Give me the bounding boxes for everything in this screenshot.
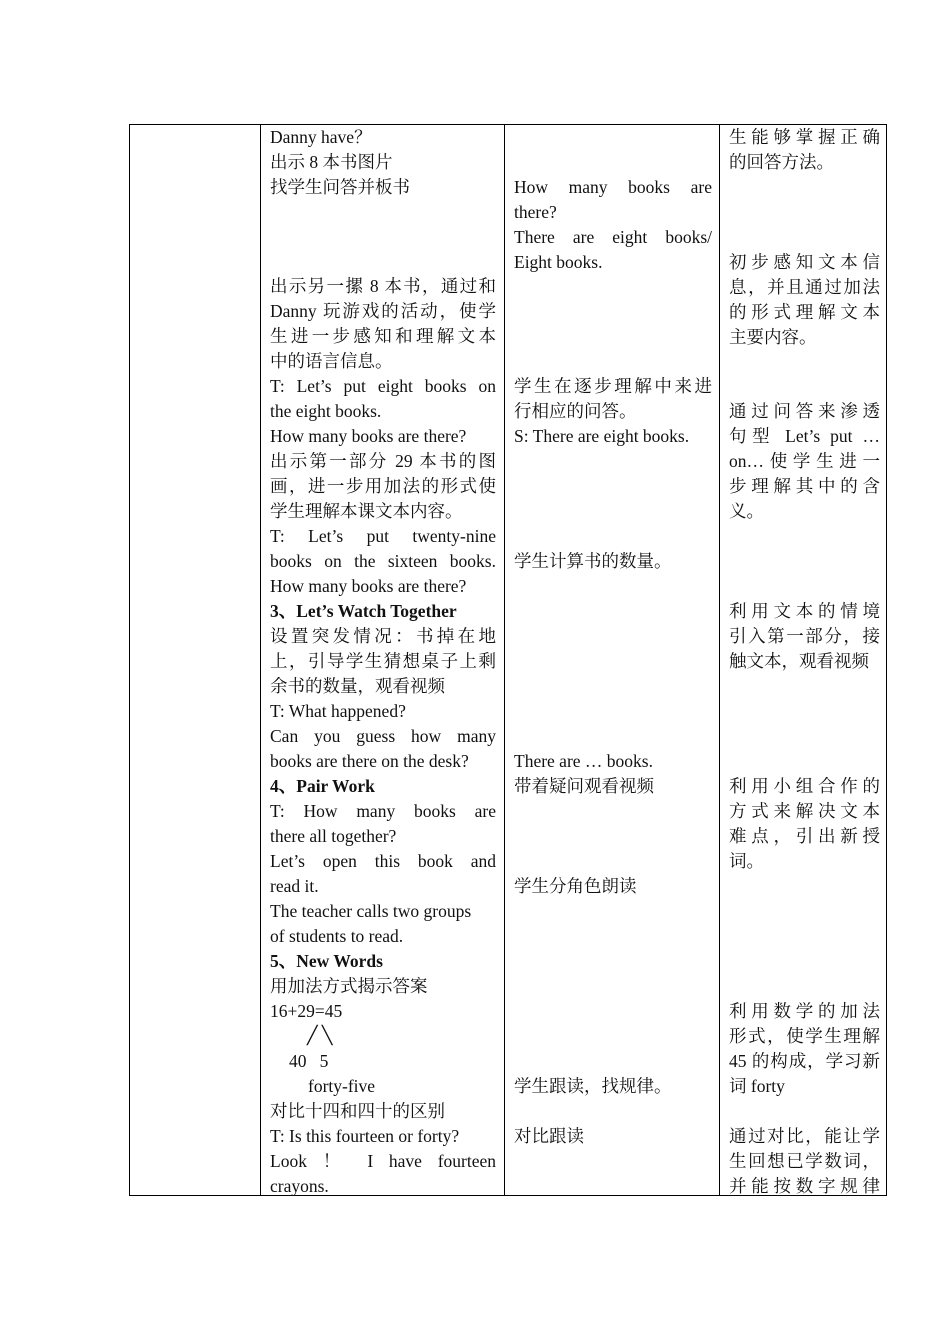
- student-line: Eight books.: [514, 252, 603, 272]
- stage-column: [130, 125, 260, 1195]
- purpose-line: 的形式理解文本: [729, 302, 880, 322]
- process-line: 用加法方式揭示答案: [270, 976, 428, 996]
- purpose-line: 息，并且通过加法: [729, 277, 880, 297]
- teaching-process-column: [260, 125, 504, 1195]
- student-line: 学生分角色朗读: [514, 876, 637, 896]
- process-line: T: Is this fourteen or forty?: [270, 1126, 460, 1146]
- student-line: How many books are: [514, 177, 712, 197]
- student-activity-column: [504, 125, 719, 1195]
- process-line: Can you guess how many: [270, 726, 496, 746]
- purpose-line: 45 的构成，学习新: [729, 1051, 880, 1071]
- equation: 16+29=45: [270, 1001, 343, 1021]
- section-heading: 3、Let’s Watch Together: [270, 601, 457, 621]
- process-line: there all together?: [270, 826, 397, 846]
- design-purpose-column: [719, 125, 887, 1195]
- purpose-line: 利用文本的情境: [729, 601, 880, 621]
- purpose-line: 的回答方法。: [729, 152, 834, 172]
- process-line: of students to read.: [270, 926, 404, 946]
- student-line: 带着疑问观看视频: [514, 776, 654, 796]
- process-line: T: Let’s put twenty-nine: [270, 526, 496, 546]
- student-line: 学生计算书的数量。: [514, 551, 672, 571]
- purpose-line: 主要内容。: [729, 327, 817, 347]
- lesson-plan-table: [129, 124, 887, 1196]
- section-heading: 5、New Words: [270, 951, 383, 971]
- student-line: There are … books.: [514, 751, 653, 771]
- process-line: Danny have？: [270, 127, 372, 147]
- number-word: forty-five: [308, 1076, 376, 1096]
- process-line: books on the sixteen books.: [270, 551, 496, 571]
- purpose-line: 词。: [729, 851, 764, 871]
- purpose-line: 生能够掌握正确: [729, 127, 880, 147]
- process-line: read it.: [270, 876, 319, 896]
- process-line: 学生理解本课文本内容。: [270, 501, 463, 521]
- purpose-line: 词 forty: [729, 1076, 785, 1096]
- student-line: 对比跟读: [514, 1126, 584, 1146]
- purpose-line: 引入第一部分，接: [729, 626, 880, 646]
- student-line: 行相应的问答。: [514, 401, 637, 421]
- process-line: 画，进一步用加法的形式使: [270, 476, 496, 496]
- process-line: T: What happened?: [270, 701, 406, 721]
- student-line: S: There are eight books.: [514, 426, 690, 446]
- student-line: 学生在逐步理解中来进: [514, 376, 712, 396]
- decomposition-parts: 40 5: [289, 1051, 329, 1071]
- process-line: 中的语言信息。: [270, 351, 393, 371]
- purpose-line: 并能按数字规律: [729, 1176, 880, 1196]
- purpose-line: on…使学生进一: [729, 451, 880, 471]
- purpose-line: 通过问答来渗透: [729, 401, 880, 421]
- purpose-line: 利用小组合作的: [729, 776, 880, 796]
- process-line: crayons.: [270, 1176, 329, 1196]
- process-line: Let’s open this book and: [270, 851, 496, 871]
- process-line: the eight books.: [270, 401, 382, 421]
- process-line: 出示第一部分 29 本书的图: [270, 451, 496, 471]
- purpose-line: 难点，引出新授: [729, 826, 880, 846]
- process-line: T: How many books are: [270, 801, 496, 821]
- purpose-line: 通过对比，能让学: [729, 1126, 880, 1146]
- purpose-line: 步理解其中的含: [729, 476, 880, 496]
- process-line: 对比十四和四十的区别: [270, 1101, 445, 1121]
- process-line: 出示 8 本书图片: [270, 152, 393, 172]
- decomposition-branches: ╱ ╲: [307, 1025, 333, 1045]
- purpose-line: 句型 Let’s put …: [729, 426, 880, 446]
- process-line: books are there on the desk?: [270, 751, 469, 771]
- process-line: 找学生问答并板书: [270, 177, 410, 197]
- student-line: 学生跟读，找规律。: [514, 1076, 672, 1096]
- process-line: 设置突发情况：书掉在地: [270, 626, 496, 646]
- process-line: 余书的数量，观看视频: [270, 676, 445, 696]
- process-line: 上，引导学生猜想桌子上剩: [270, 651, 496, 671]
- purpose-line: 利用数学的加法: [729, 1001, 880, 1021]
- section-heading: 4、Pair Work: [270, 776, 375, 796]
- process-line: Danny 玩游戏的活动，使学: [270, 301, 496, 321]
- process-line: How many books are there?: [270, 576, 467, 596]
- purpose-line: 形式，使学生理解: [729, 1026, 880, 1046]
- purpose-line: 触文本，观看视频: [729, 651, 869, 671]
- student-line: there?: [514, 202, 557, 222]
- process-line: 出示另一摞 8 本书，通过和: [270, 276, 496, 296]
- process-line: Look ！ I have fourteen: [270, 1151, 496, 1171]
- purpose-line: 方式来解决文本: [729, 801, 880, 821]
- purpose-line: 初步感知文本信: [729, 252, 880, 272]
- process-line: T: Let’s put eight books on: [270, 376, 496, 396]
- process-line: The teacher calls two groups: [270, 901, 472, 921]
- process-line: How many books are there?: [270, 426, 467, 446]
- student-line: There are eight books/: [514, 227, 712, 247]
- purpose-line: 生回想已学数词，: [729, 1151, 880, 1171]
- process-line: 生进一步感知和理解文本: [270, 326, 496, 346]
- purpose-line: 义。: [729, 501, 764, 521]
